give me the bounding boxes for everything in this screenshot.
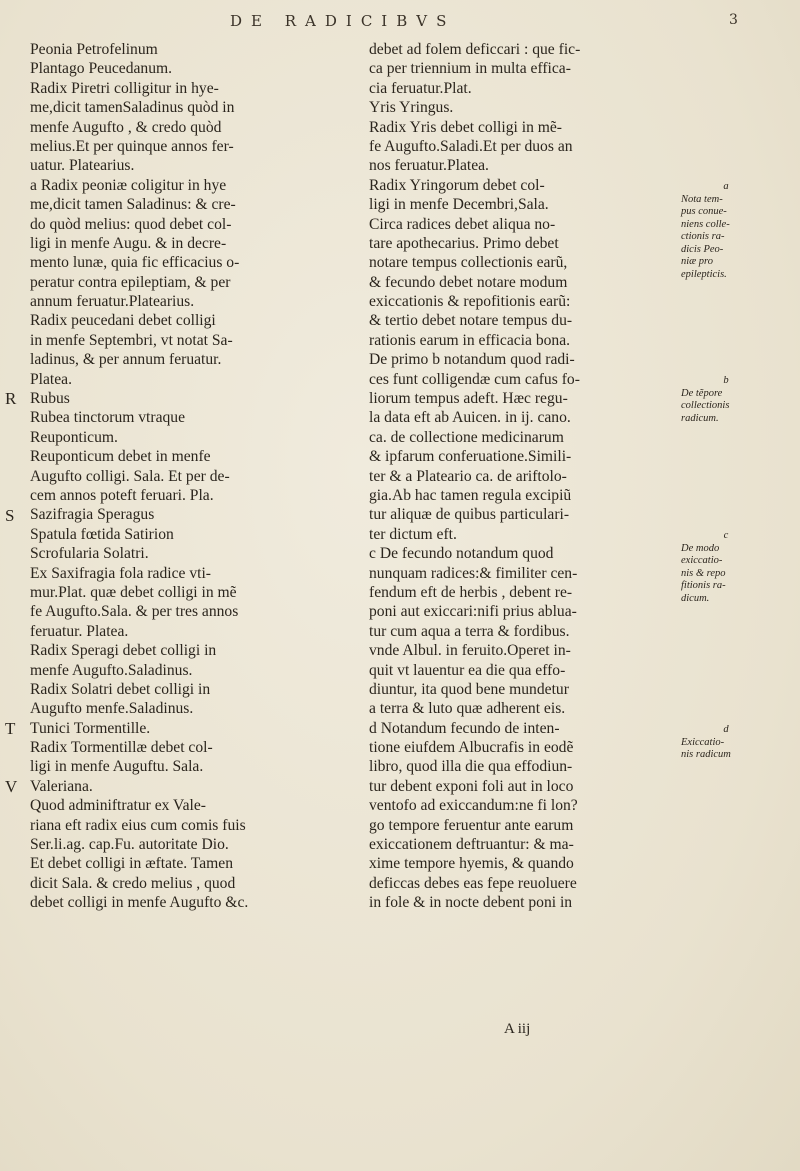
text-line: Platea.: [30, 370, 72, 388]
text-line: Radix Yringorum debet col-: [369, 176, 545, 194]
text-line: menfe Augufto.Saladinus.: [30, 661, 193, 679]
text-line: riana eft radix eius cum comis fuis: [30, 816, 246, 834]
text-line: cem annos poteft feruari. Pla.: [30, 486, 214, 504]
text-line: poni aut exiccari:nifi prius ablua-: [369, 603, 577, 621]
text-line: ligi in menfe Decembri,Sala.: [369, 196, 549, 214]
right-text-column: [369, 40, 669, 913]
text-line: ter dictum eft.: [369, 525, 457, 543]
note-line: fitionis ra-: [681, 580, 726, 592]
text-line: ca per triennium in multa effica-: [369, 60, 571, 78]
text-line: feruatur. Platea.: [30, 622, 129, 640]
text-line: Et debet colligi in æftate. Tamen: [30, 855, 234, 873]
text-line: ladinus, & per annum feruatur.: [30, 351, 222, 369]
text-line: Rubea tinctorum vtraque: [30, 409, 186, 427]
signature-mark: A iij: [504, 1021, 531, 1037]
text-line: notare tempus collectionis earũ,: [369, 254, 568, 272]
text-line: ter & a Plateario ca. de ariftolo-: [369, 467, 567, 485]
note-line: exiccatio-: [681, 555, 723, 567]
running-title: DE RADICIBVS: [230, 12, 456, 30]
text-line: Spatula fœtida Satirion: [30, 525, 174, 543]
text-line: Tunici Tormentille.: [30, 719, 151, 737]
text-line: nos feruatur.Platea.: [369, 157, 489, 175]
text-line: deficcas debes eas fepe reuoluere: [369, 874, 577, 892]
note-line: nis radicum: [681, 749, 731, 761]
note-line: De tẽpore: [681, 387, 723, 399]
text-line: Radix Piretri colligitur in hye-: [30, 79, 219, 97]
text-line: Valeriana.: [30, 777, 93, 795]
section-letter: V: [5, 777, 18, 797]
text-line: nunquam radices:& fimiliter cen-: [369, 564, 578, 582]
text-line: exiccationis & repofitionis earũ:: [369, 293, 571, 311]
text-line: Ser.li.ag. cap.Fu. autoritate Dio.: [30, 836, 229, 854]
text-line: uatur. Platearius.: [30, 157, 135, 175]
note-line: dicum.: [681, 592, 710, 604]
text-line: tione eiufdem Albucrafis in eodẽ: [369, 739, 574, 757]
text-line: cia feruatur.Plat.: [369, 79, 472, 97]
text-line: Scrofularia Solatri.: [30, 545, 149, 563]
text-line: fendum eft de herbis , debent re-: [369, 583, 573, 601]
note-line: niens colle-: [681, 218, 730, 230]
text-line: Sazifragia Speragus: [30, 506, 155, 524]
text-line: Augufto colligi. Sala. Et per de-: [30, 467, 230, 485]
note-letter: c: [723, 530, 729, 542]
text-line: dicit Sala. & credo melius , quod: [30, 874, 236, 892]
text-line: menfe Augufto , & credo quòd: [30, 118, 222, 136]
note-line: epilepticis.: [681, 268, 727, 280]
margin-note: [681, 724, 791, 762]
text-line: Quod adminiftratur ex Vale-: [30, 797, 206, 815]
text-line: rationis earum in efficacia bona.: [369, 331, 571, 349]
note-line: collectionis: [681, 400, 730, 412]
text-line: & ipfarum conferuatione.Simili-: [369, 448, 572, 466]
text-line: a Radix peoniæ coligitur in hye: [30, 176, 227, 194]
text-line: Ex Saxifragia fola radice vti-: [30, 564, 211, 582]
text-line: melius.Et per quinque annos fer-: [30, 137, 234, 155]
text-line: d Notandum fecundo de inten-: [369, 719, 560, 737]
note-letter: d: [723, 724, 729, 736]
text-line: Reuponticum.: [30, 428, 118, 446]
text-line: Yris Yringus.: [369, 99, 454, 117]
note-line: niæ pro: [681, 256, 713, 268]
note-line: Exiccatio-: [681, 736, 725, 748]
text-line: fe Augufto.Sala. & per tres annos: [30, 603, 239, 621]
text-line: go tempore feruentur ante earum: [369, 816, 574, 834]
left-text-column: [30, 40, 350, 913]
text-line: do quòd melius: quod debet col-: [30, 215, 232, 233]
text-line: ca. de collectione medicinarum: [369, 428, 564, 446]
text-line: xime tempore hyemis, & quando: [369, 855, 574, 873]
text-line: peratur contra epileptiam, & per: [30, 273, 231, 291]
text-line: Augufto menfe.Saladinus.: [30, 700, 194, 718]
text-line: Radix Tormentillæ debet col-: [30, 739, 213, 757]
text-line: Radix Yris debet colligi in mẽ-: [369, 118, 563, 136]
text-line: in menfe Septembri, vt notat Sa-: [30, 331, 233, 349]
text-line: ligi in menfe Auguftu. Sala.: [30, 758, 204, 776]
text-line: debet colligi in menfe Augufto &c.: [30, 894, 249, 912]
note-line: nis & repo: [681, 567, 726, 579]
note-line: Nota tem-: [681, 193, 723, 205]
margin-note: [681, 181, 791, 281]
text-line: Plantago Peucedanum.: [30, 60, 173, 78]
section-letter: R: [5, 389, 17, 409]
text-line: liorum tempus adeft. Hæc regu-: [369, 390, 568, 408]
text-line: Peonia Petrofelinum: [30, 41, 158, 58]
text-line: in fole & in nocte debent poni in: [369, 894, 573, 912]
text-line: ces funt colligendæ cum cafus fo-: [369, 370, 580, 388]
note-line: dicis Peo-: [681, 243, 724, 255]
text-line: la data eft ab Auicen. in ij. cano.: [369, 409, 571, 427]
note-line: ctionis ra-: [681, 231, 725, 243]
text-line: quit vt lauentur ea die qua effo-: [369, 661, 566, 679]
text-line: & fecundo debet notare modum: [369, 273, 568, 291]
text-line: me,dicit tamen Saladinus: & cre-: [30, 196, 236, 214]
note-letter: b: [723, 375, 729, 387]
text-line: mur.Plat. quæ debet colligi in mẽ: [30, 583, 237, 601]
text-line: c De fecundo notandum quod: [369, 545, 554, 563]
text-line: annum feruatur.Platearius.: [30, 293, 195, 311]
text-line: vnde Albul. in feruito.Operet in-: [369, 642, 571, 660]
text-line: tur aliquæ de quibus particulari-: [369, 506, 570, 524]
note-line: radicum.: [681, 412, 719, 424]
text-line: De primo b notandum quod radi-: [369, 351, 575, 369]
text-line: tare apothecarius. Primo debet: [369, 234, 559, 252]
section-letter: T: [5, 719, 16, 738]
text-line: tur debent exponi foli aut in loco: [369, 777, 574, 795]
note-line: pus conue-: [681, 206, 727, 218]
text-line: libro, quod illa die qua effodiun-: [369, 758, 573, 776]
text-line: ventofo ad exiccandum:ne fi lon?: [369, 797, 578, 815]
note-line: De modo: [681, 542, 720, 554]
text-line: exiccationem deftruantur: & ma-: [369, 836, 574, 854]
text-line: diuntur, ita quod bene mundetur: [369, 680, 569, 698]
margin-note: [681, 375, 791, 425]
text-line: gia.Ab hac tamen regula excipiũ: [369, 486, 572, 504]
text-line: Radix Solatri debet colligi in: [30, 680, 211, 698]
text-line: me,dicit tamenSaladinus quòd in: [30, 99, 235, 117]
text-line: Circa radices debet aliqua no-: [369, 215, 556, 233]
text-line: Radix peucedani debet colligi: [30, 312, 216, 330]
text-line: ligi in menfe Augu. & in decre-: [30, 234, 227, 252]
text-line: tur cum aqua a terra & fordibus.: [369, 622, 570, 640]
section-letter: S: [5, 505, 15, 525]
text-line: fe Augufto.Saladi.Et per duos an: [369, 137, 573, 155]
page-number: 3: [729, 12, 738, 28]
text-line: Rubus: [30, 390, 70, 408]
text-line: debet ad folem deficcari : que fic-: [369, 41, 581, 58]
note-letter: a: [723, 181, 729, 193]
margin-note: [681, 530, 791, 605]
text-line: Radix Speragi debet colligi in: [30, 642, 217, 660]
text-line: Reuponticum debet in menfe: [30, 448, 211, 466]
text-line: & tertio debet notare tempus du-: [369, 312, 573, 330]
text-line: mento lunæ, quia fic efficacius o-: [30, 254, 240, 272]
text-line: a terra & luto quæ adherent eis.: [369, 700, 566, 718]
